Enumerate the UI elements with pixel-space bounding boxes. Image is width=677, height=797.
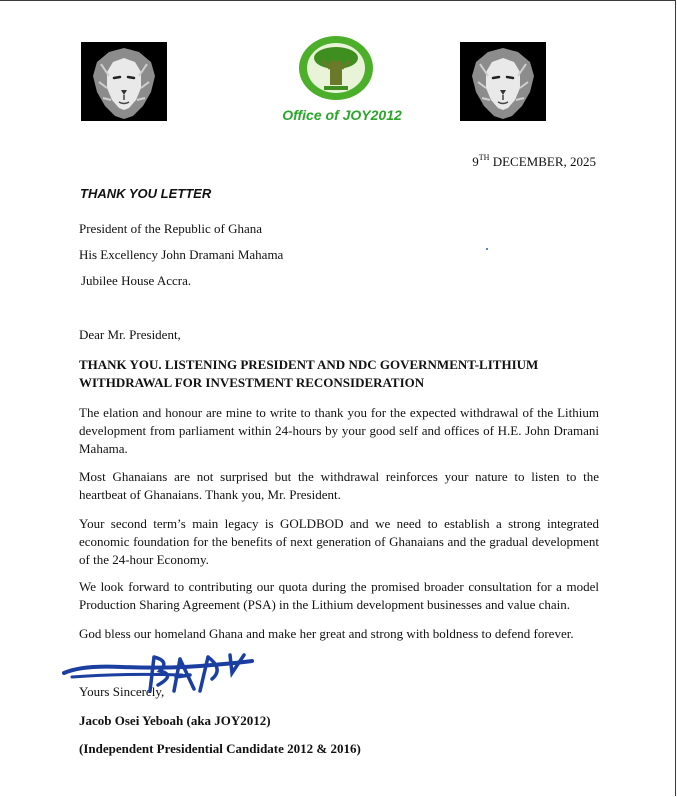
signatory-name: Jacob Osei Yeboah (aka JOY2012) xyxy=(79,713,271,728)
date-suffix: TH xyxy=(478,153,490,162)
stray-dot xyxy=(486,248,488,250)
date-rest: DECEMBER, 2025 xyxy=(489,154,596,169)
baobab-tree-emblem xyxy=(298,35,374,101)
lion-head-logo-right xyxy=(460,42,546,121)
signatory-role: (Independent Presidential Candidate 2012 & 2016) xyxy=(79,741,361,756)
recipient-line-2: His Excellency John Dramani Mahama xyxy=(79,247,284,262)
subject-heading: THANK YOU. LISTENING PRESIDENT AND NDC GOVERNMENT-LITHIUM WITHDRAWAL FOR INVESTMENT RECONSIDERATION xyxy=(79,357,539,390)
letter-date xyxy=(472,153,596,170)
letter-type-heading: THANK YOU LETTER xyxy=(80,186,212,201)
body-paragraph: Your second term’s main legacy is GOLDBOD and we need to establish a strong integrated economic foundation for the benefits of next generation of Ghanaians and the gradual development of the 24-hour Economy. xyxy=(79,516,599,567)
recipient-line-1: President of the Republic of Ghana xyxy=(79,221,263,236)
recipient-line-3: Jubilee House Accra. xyxy=(81,273,192,288)
office-title: Office of JOY2012 xyxy=(282,107,402,123)
date-day: 9 xyxy=(472,154,479,169)
salutation: Dear Mr. President, xyxy=(79,327,181,342)
closing-line: Yours Sincerely, xyxy=(79,684,165,699)
lion-head-logo-left xyxy=(81,42,167,121)
body-paragraph: God bless our homeland Ghana and make her great and strong with boldness to defend forever. xyxy=(79,626,574,641)
body-paragraph: We look forward to contributing our quota during the promised broader consultation for a model Production Sharing Agreement (PSA) in the Lithium development businesses and value chain. xyxy=(79,579,599,612)
body-paragraph: The elation and honour are mine to write to thank you for the expected withdrawal of the Lithium development from parliament within 24-hours by your good self and offices of H.E. John Dramani Mahama. xyxy=(79,405,599,456)
body-paragraph: Most Ghanaians are not surprised but the withdrawal reinforces your nature to listen to the heartbeat of Ghanaians. Thank you, Mr. President. xyxy=(79,469,599,502)
handwritten-signature xyxy=(62,651,257,701)
